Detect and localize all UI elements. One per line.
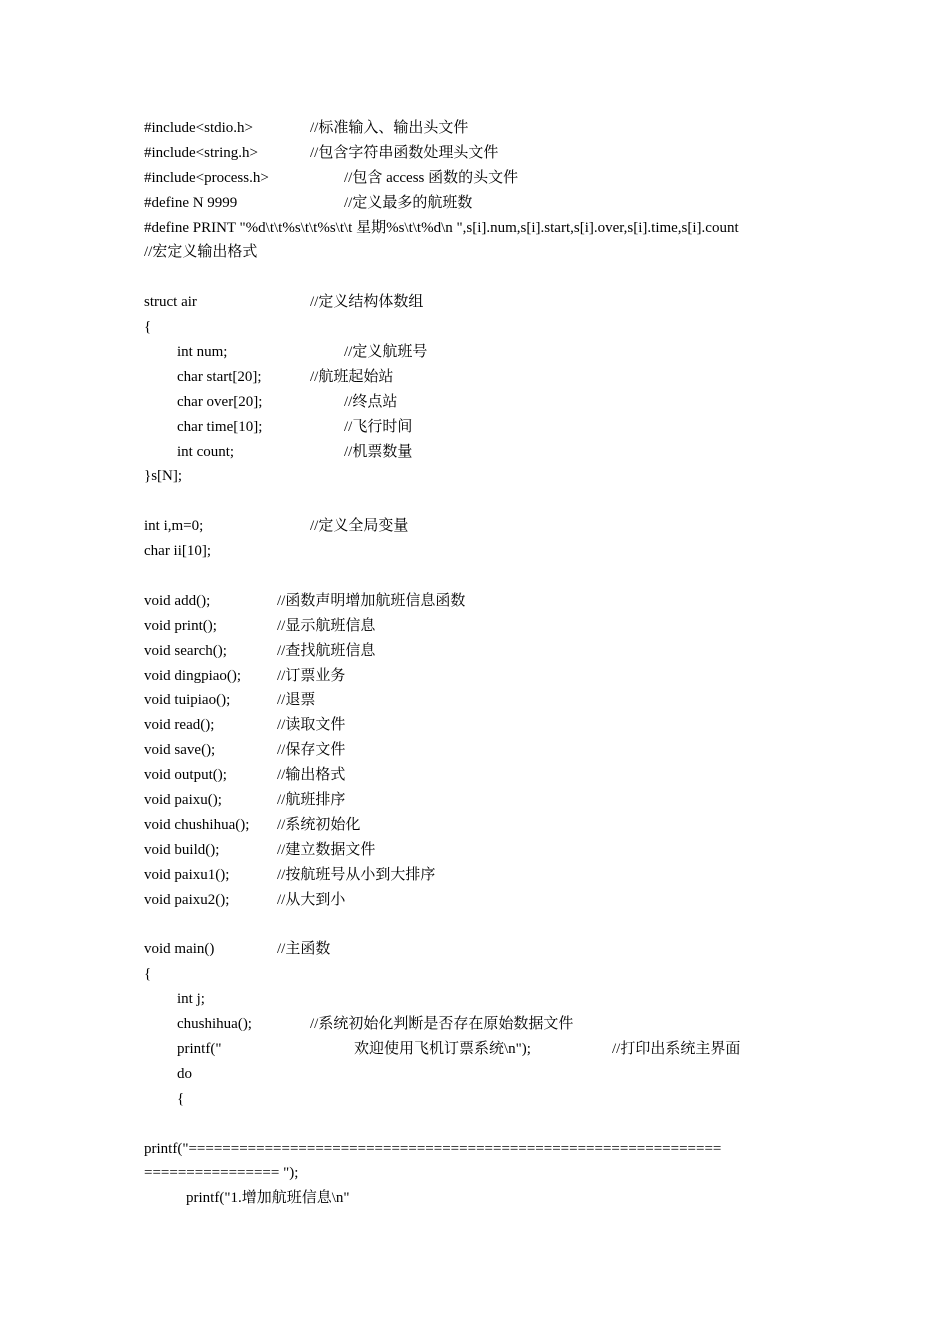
code-line: do (177, 1065, 192, 1082)
code-line: printf(" 欢迎使用飞机订票系统\n"); //打印出系统主界面 (144, 1037, 824, 1062)
code-line: int count; //机票数量 (144, 440, 824, 465)
code-line: void main() //主函数 (144, 937, 824, 962)
code-comment: //标准输入、输出头文件 (310, 120, 469, 136)
code-line: int i,m=0; //定义全局变量 (144, 514, 824, 539)
code-comment: //打印出系统主界面 (612, 1040, 741, 1057)
code-line: void read(); //读取文件 (144, 713, 824, 738)
code-comment: //显示航班信息 (277, 617, 376, 634)
code-line: void output(); //输出格式 (144, 763, 824, 788)
code-line: void build(); //建立数据文件 (144, 838, 824, 863)
code-comment: //订票业务 (277, 667, 346, 684)
code-comment: //机票数量 (344, 443, 413, 460)
code-comment: //建立数据文件 (277, 841, 376, 858)
code-comment: //函数声明增加航班信息函数 (277, 592, 466, 609)
code-comment: //飞行时间 (344, 418, 413, 435)
code-comment: //航班排序 (277, 792, 346, 809)
code-comment: //读取文件 (277, 717, 346, 734)
code-line: //宏定义输出格式 (144, 244, 258, 261)
code-line: chushihua(); //系统初始化判断是否存在原始数据文件 (144, 1012, 824, 1037)
blank-line (144, 1112, 824, 1137)
code-comment: //定义全局变量 (310, 518, 409, 535)
code-line: int j; (177, 991, 205, 1008)
code-comment: //定义结构体数组 (310, 294, 424, 311)
code-line: void search(); //查找航班信息 (144, 639, 824, 664)
code-line: #include<stdio.h> //标准输入、输出头文件 (144, 116, 824, 141)
code-comment: //退票 (277, 692, 316, 709)
code-listing (144, 116, 824, 1211)
code-comment: //航班起始站 (310, 368, 394, 385)
code-comment: //系统初始化 (277, 816, 361, 833)
blank-line (144, 913, 824, 938)
code-line: { (144, 966, 152, 983)
code-line: int num; //定义航班号 (144, 340, 824, 365)
code-line: void tuipiao(); //退票 (144, 688, 824, 713)
code-line: void paixu2(); //从大到小 (144, 888, 824, 913)
code-line: ================ "); (144, 1165, 299, 1182)
code-line: void save(); //保存文件 (144, 738, 824, 763)
code-line: char time[10]; //飞行时间 (144, 415, 824, 440)
code-line: printf("1.增加航班信息\n" (186, 1190, 350, 1207)
code-line: printf("=============================================================== (144, 1140, 722, 1157)
code-comment: //从大到小 (277, 891, 346, 908)
code-line: }s[N]; (144, 468, 183, 485)
code-comment: //定义最多的航班数 (344, 194, 473, 211)
code-comment: //包含 access 函数的头文件 (344, 169, 519, 186)
code-line: struct air //定义结构体数组 (144, 290, 824, 315)
code-line: void chushihua(); //系统初始化 (144, 813, 824, 838)
code-comment: //主函数 (277, 941, 331, 958)
blank-line (144, 265, 824, 290)
code-comment: //查找航班信息 (277, 642, 376, 659)
code-comment: //终点站 (344, 393, 398, 410)
blank-line (144, 489, 824, 514)
code-comment: //系统初始化判断是否存在原始数据文件 (310, 1016, 574, 1033)
code-line: { (144, 319, 152, 336)
code-line: #include<process.h> //包含 access 函数的头文件 (144, 166, 824, 191)
code-line: { (177, 1090, 185, 1107)
code-line: void paixu(); //航班排序 (144, 788, 824, 813)
code-comment: //定义航班号 (344, 344, 428, 361)
code-line: #define PRINT "%d\t\t%s\t\t%s\t\t 星期%s\t\t%d\n ",s[i].num,s[i].start,s[i].over,s[i].time,s[i].count (144, 219, 739, 236)
blank-line (144, 564, 824, 589)
code-line: #define N 9999 //定义最多的航班数 (144, 191, 824, 216)
code-line: void add(); //函数声明增加航班信息函数 (144, 589, 824, 614)
code-string: 欢迎使用飞机订票系统\n"); (354, 1040, 531, 1057)
code-line: char start[20]; //航班起始站 (144, 365, 824, 390)
code-line: void dingpiao(); //订票业务 (144, 664, 824, 689)
code-line: char ii[10]; (144, 543, 212, 560)
code-line: char over[20]; //终点站 (144, 390, 824, 415)
code-comment: //保存文件 (277, 742, 346, 759)
code-comment: //输出格式 (277, 767, 346, 784)
code-comment: //包含字符串函数处理头文件 (310, 144, 499, 161)
code-line: void paixu1(); //按航班号从小到大排序 (144, 863, 824, 888)
code-line: #include<string.h> //包含字符串函数处理头文件 (144, 141, 824, 166)
code-line: void print(); //显示航班信息 (144, 614, 824, 639)
code-comment: //按航班号从小到大排序 (277, 866, 436, 883)
